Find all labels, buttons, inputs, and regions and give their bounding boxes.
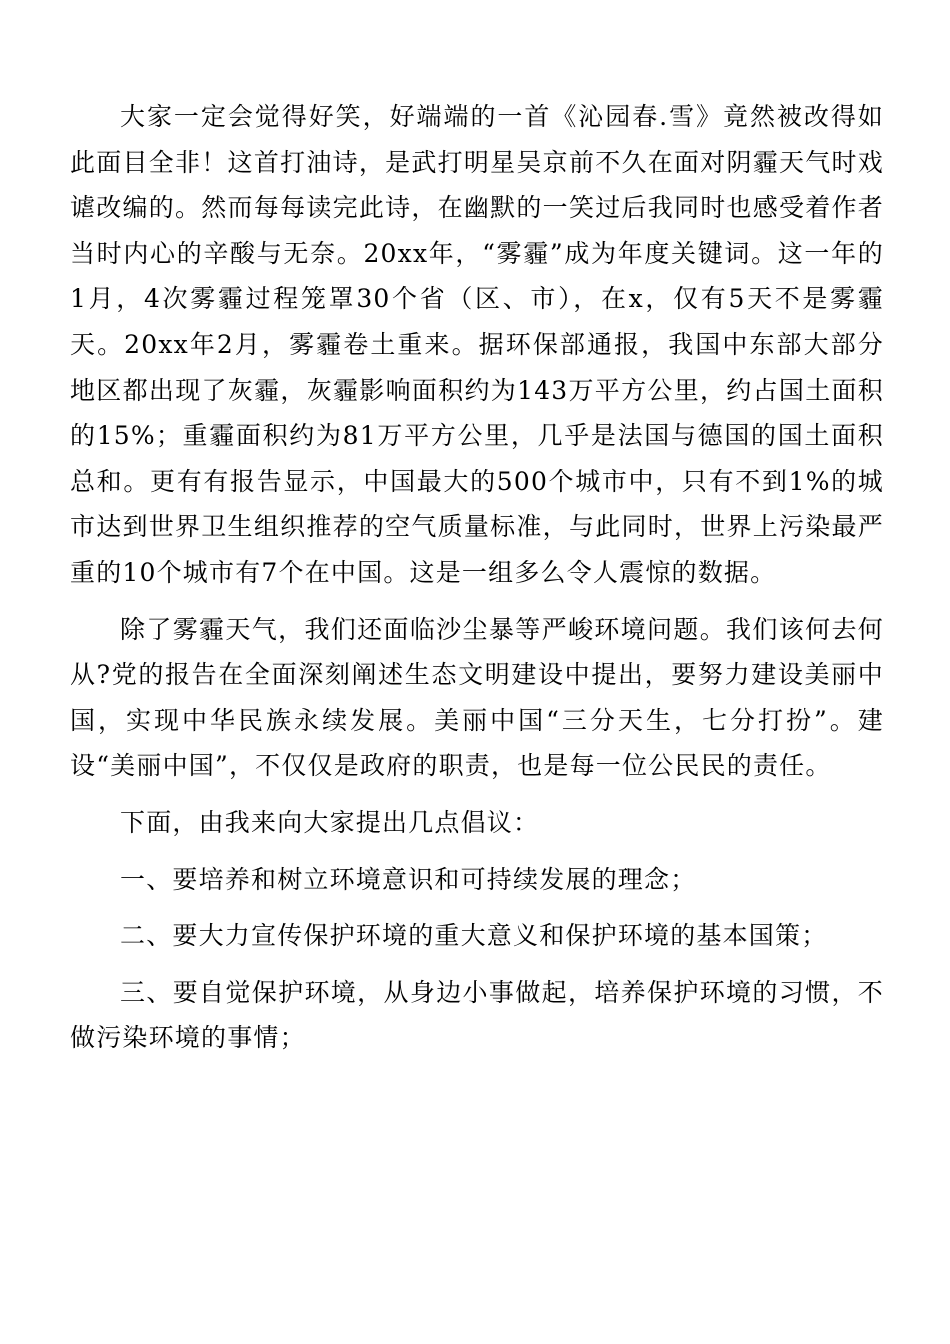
- paragraph-intro: 大家一定会觉得好笑，好端端的一首《沁园春.雪》竟然被改得如此面目全非！这首打油诗，是武打明星吴京前不久在面对阴霾天气时戏谑改编的。然而每每读完此诗，在幽默的一笑过后我同时也感受着作者当时内心的辛酸与无奈。20xx年，“雾霾”成为年度关键词。这一年的1月，4次雾霾过程笼罩30个省（区、市），在x，仅有5天不是雾霾天。20xx年2月，雾霾卷土重来。据环保部通报，我国中东部大部分地区都出现了灰霾，灰霾影响面积约为143万平方公里，约占国土面积的15%；重霾面积约为81万平方公里，几乎是法国与德国的国土面积总和。更有有报告显示，中国最大的500个城市中，只有不到1%的城市达到世界卫生组织推荐的空气质量标准，与此同时，世界上污染最严重的10个城市有7个在中国。这是一组多么令人震惊的数据。: [70, 102, 884, 587]
- proposal-list: [70, 857, 884, 1061]
- proposal-item-1: 一、要培养和树立环境意识和可持续发展的理念；: [120, 864, 697, 894]
- paragraph-environment: 除了雾霾天气，我们还面临沙尘暴等严峻环境问题。我们该何去何从?党的报告在全面深刻阐述生态文明建设中提出，要努力建设美丽中国，实现中华民族永续发展。美丽中国“三分天生，七分打扮”。建设“美丽中国”，不仅仅是政府的职责，也是每一位公民民的责任。: [70, 614, 884, 781]
- document-page: [70, 94, 884, 1061]
- proposal-item-2: 二、要大力宣传保护环境的重大意义和保护环境的基本国策；: [120, 921, 828, 951]
- paragraph-proposal-lead: 下面，由我来向大家提出几点倡议：: [120, 807, 540, 837]
- proposal-item-3: 三、要自觉保护环境，从身边小事做起，培养保护环境的习惯，不做污染环境的事情；: [70, 977, 884, 1053]
